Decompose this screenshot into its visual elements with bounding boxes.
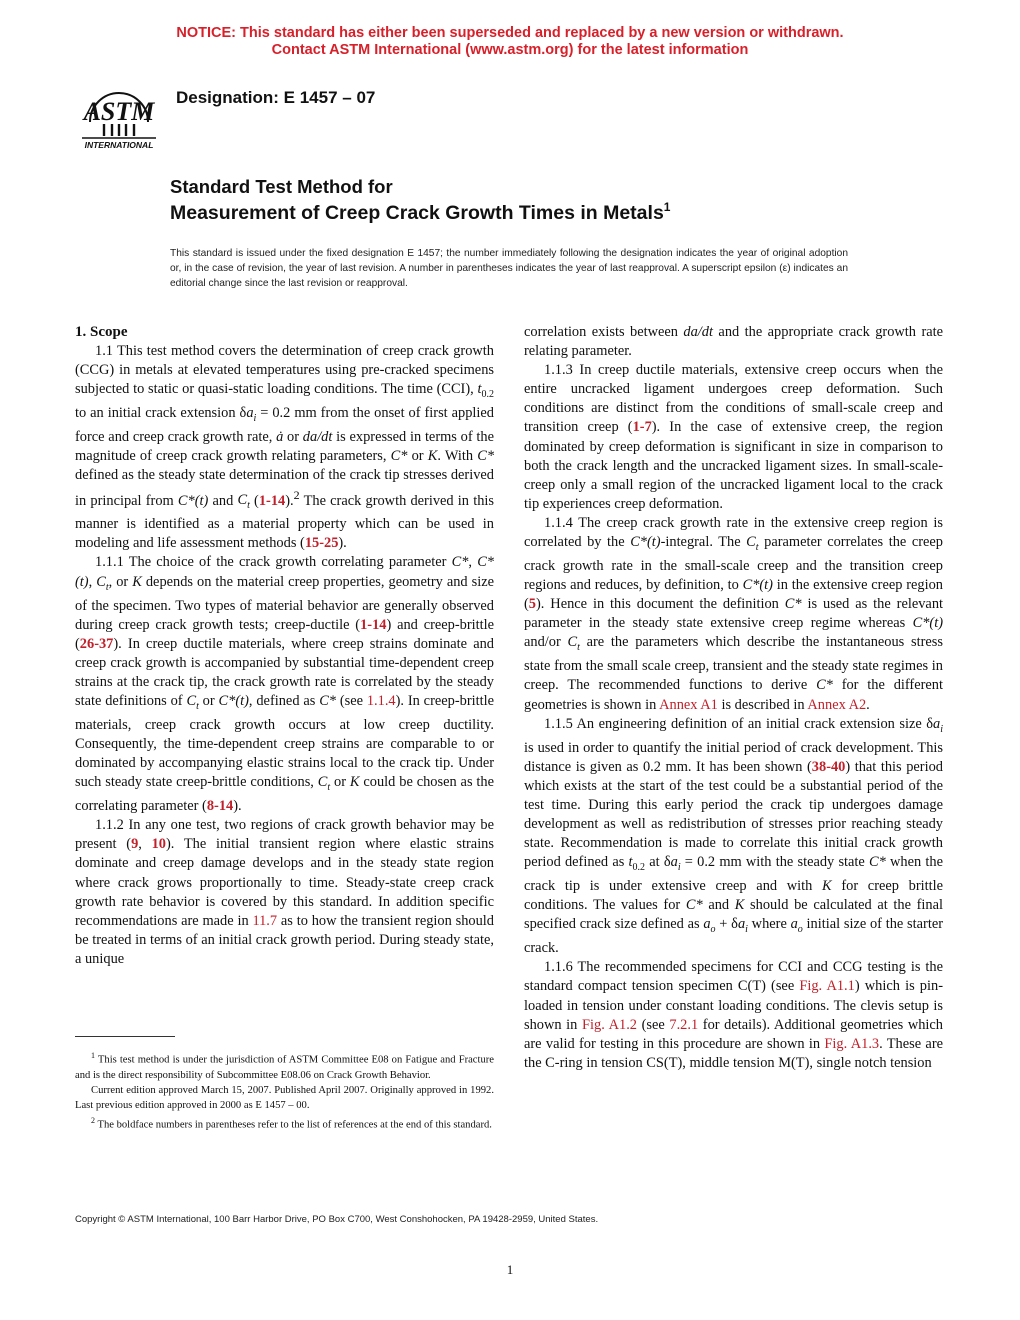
ref-link[interactable]: 15-25 [304, 535, 339, 552]
para-1-1-6: 1.1.6 The recommended specimens for CCI and CCG testing is the standard compact tension specimen C(T) (see Fig. A1.1) which is pin-loaded in tension under constant loading conditions. The clevis setup is shown in Fig. A1.2 (see 7.2.1 for details). Additional geometries which are valid for testing in this procedure are shown in Fig. A1.3. These are the C-ring in tension CS(T), middle tension M(T), single notch tension [524, 959, 944, 1071]
svg-text:ASTM: ASTM [83, 97, 155, 126]
figure-link[interactable]: Fig. A1.2 [582, 1016, 637, 1033]
para-1-1-2-cont: correlation exists between da/dt and the appropriate crack growth rate relating parameter. [524, 324, 944, 360]
section-link[interactable]: 1.1.4 [366, 692, 396, 709]
notice-line-2: Contact ASTM International (www.astm.org) for the latest information [271, 42, 749, 58]
footnotes [75, 1048, 494, 1133]
ref-link[interactable]: 8-14 [206, 798, 234, 815]
section-link[interactable]: 7.2.1 [669, 1016, 699, 1033]
title-line-2 [170, 200, 670, 225]
ref-link[interactable]: 26-37 [79, 635, 114, 652]
title-text: Measurement of Creep Crack Growth Times in Metals [170, 202, 664, 224]
left-column [75, 323, 494, 969]
astm-international-logo [76, 76, 162, 156]
footnote-1: $^1$ This test method is under the jurisdiction of ASTM Committee E08 on Fatigue and Fracture and is the direct responsibility of Subcommittee E08.06 on Crack Growth Behavior. [75, 1051, 494, 1081]
supersede-notice [0, 25, 1020, 59]
ref-link[interactable]: 5 [528, 596, 536, 613]
figure-link[interactable]: Fig. A1.3 [824, 1035, 880, 1052]
designation: Designation: E 1457 – 07 [176, 88, 376, 107]
para-1-1-1: 1.1.1 The choice of the crack growth correlating parameter C*, C*(t), $C_t$, or K depends on the material creep properties, geometry and size of the specimen. Two types of material behavior are generally observed during creep crack growth tests; creep-ductile (1-14) and creep-brittle (26-37). In creep ductile materials, where creep strains dominate and creep crack growth is accompanied by substantial time-dependent creep strains at the crack tip, the crack growth rate is correlated by the steady state definitions of $C_t$ or C*(t), defined as C* (see 1.1.4). In creep-brittle materials, creep crack growth occurs at low creep ductility. Consequently, the time-dependent creep strains are comparable to or dominated by accompanying elastic strains local to the crack tip. Under such steady state creep-brittle conditions, $C_t$ or K could be chosen as the correlating parameter (8-14). [75, 554, 495, 815]
para-1-1: 1.1 This test method covers the determination of creep crack growth (CCG) in metals at elevated temperatures using pre-cracked specimens subjected to static or quasi-static loading conditions. The time (CCI), $t_{0.2}$ to an initial crack extension $\delta a_i = 0.2$ mm from the onset of first applied force and creep crack growth rate, ȧ or da/dt is expressed in terms of the magnitude of creep crack growth relating parameters, C* or K. With C* defined as the steady state determination of the crack tip stresses derived in principal from C*(t) and $C_t$ (1-14).$^2$ The crack growth derived in this manner is identified as a material property which can be used in modeling and life assessment methods (15-25). [75, 343, 495, 552]
title-footnote-mark: 1 [663, 200, 671, 214]
logo-text: INTERNATIONAL [84, 140, 154, 150]
footnote-1-edition: Current edition approved March 15, 2007. Published April 2007. Originally approved in 1992. Last previous edition approved in 2000 as E 1457 – 00. [75, 1084, 494, 1112]
issued-note: This standard is issued under the fixed designation E 1457; the number immediately following the designation indicates the year of original adoption or, in the case of revision, the year of last revision. A number in parentheses indicates the year of last reapproval. A superscript epsilon (ε) indicates an editorial change since the last revision or reapproval. [170, 248, 848, 289]
page-number: 1 [506, 1262, 514, 1277]
para-1-1-3: 1.1.3 In creep ductile materials, extensive creep occurs when the entire uncracked ligament undergoes creep deformation. Such conditions are distinct from the conditions of small-scale creep and transition creep (1-7). In the case of extensive creep, the region dominated by creep deformation is significant in size in comparison to both the crack length and the uncracked ligament sizes. In small-scale-creep only a small region of the uncracked ligament local to the crack tip experiences creep deformation. [524, 362, 943, 512]
ref-link[interactable]: 1-7 [632, 419, 652, 436]
ref-link[interactable]: 1-14 [258, 492, 286, 509]
annex-link[interactable]: Annex A2 [807, 696, 867, 713]
ref-link[interactable]: 1-14 [360, 616, 387, 633]
notice-line-1: NOTICE: This standard has either been superseded and replaced by a new version or withdrawn. [176, 25, 844, 41]
title-line-1: Standard Test Method for [170, 176, 393, 197]
para-1-1-2: 1.1.2 In any one test, two regions of crack growth behavior may be present (9, 10). The initial transient region where elastic strains dominate and creep damage develops and in the steady state region where crack grows proportionally to time. Steady-state creep crack growth rate behavior is covered by this standard. In addition specific recommendations are made in 11.7 as to how the transient region should be treated in terms of an initial crack growth period. During steady state, a unique [75, 817, 494, 967]
footnote-2: $^2$ The boldface numbers in parentheses refer to the list of references at the end of this standard. [91, 1116, 492, 1131]
para-1-1-4: 1.1.4 The creep crack growth rate in the extensive creep region is correlated by the C*(t)-integral. The $C_t$ parameter correlates the creep crack growth rate in the small-scale creep and the transition creep regions and reduces, by definition, to C*(t) in the extensive creep region (5). Hence in this document the definition C* is used as the relevant parameter in the steady state extensive creep regime whereas C*(t) and/or $C_t$ are the parameters which describe the instantaneous stress state from the small scale creep, transient and the steady state regimes in creep. The recommended functions to derive C* for the different geometries is shown in Annex A1 is described in Annex A2. [524, 514, 944, 713]
ref-link[interactable]: 38-40 [811, 758, 846, 775]
annex-link[interactable]: Annex A1 [659, 696, 718, 713]
ref-link[interactable]: 9 [131, 836, 139, 853]
right-column [524, 323, 943, 1073]
footnote-divider [75, 1036, 175, 1037]
section-link[interactable]: 11.7 [252, 912, 278, 929]
para-1-1-5: 1.1.5 An engineering definition of an initial crack extension size $\delta a_i$ is used in order to quantify the initial period of crack development. This distance is given as 0.2 mm. It has been shown (38-40) that this period which exists at the start of the test could be a substantial period of the test time. During this early period the crack tip undergoes damage development as well as redistribution of stresses prior reaching steady state. Recommendation is made to correlate this initial crack growth period defined as $t_{0.2}$ at $\delta a_i = 0.2$ mm with the steady state C* when the crack tip is under extensive creep and with K for creep brittle conditions. The values for C* and K should be calculated at the final specified crack size defined as $a_o + \delta a_i$ where $a_o$ initial size of the starter crack. [524, 715, 944, 957]
section-heading: 1. Scope [75, 324, 128, 340]
ref-link[interactable]: 10 [151, 836, 166, 853]
figure-link[interactable]: Fig. A1.1 [799, 978, 855, 995]
copyright-line: Copyright © ASTM International, 100 Barr Harbor Drive, PO Box C700, West Conshohocken, PA 19428-2959, United States. [75, 1214, 599, 1225]
